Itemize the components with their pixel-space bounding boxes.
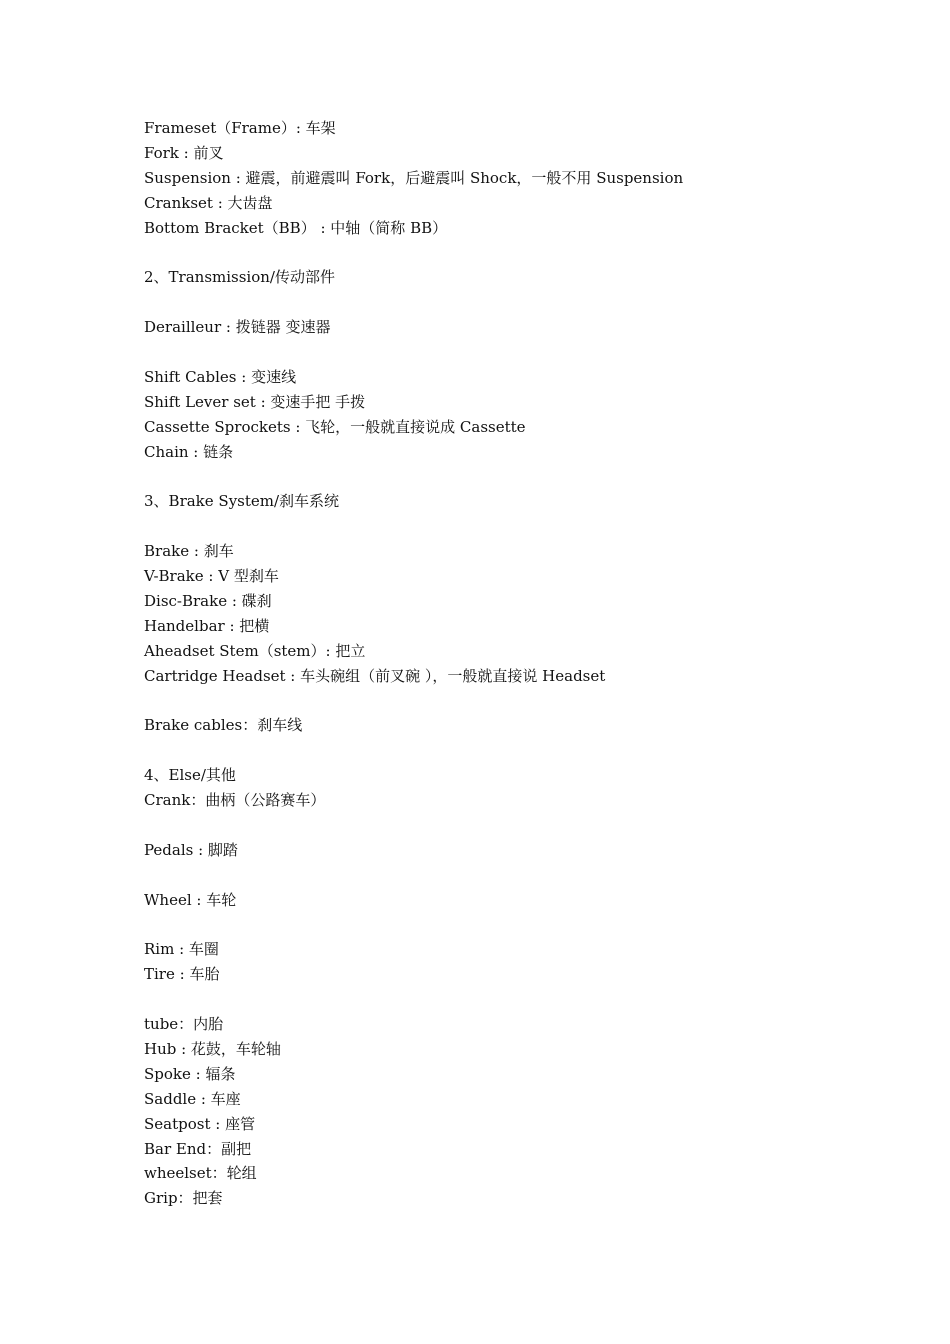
- term-wheel: Wheel : 车轮: [144, 890, 237, 909]
- term-wheelset: wheelset：轮组: [144, 1164, 257, 1183]
- term-disc-brake: Disc-Brake : 碟刹: [144, 591, 272, 610]
- spacer: [144, 290, 904, 315]
- term-bar-end: Bar End：副把: [144, 1139, 252, 1158]
- term-handlebar: Handelbar : 把横: [144, 616, 270, 635]
- term-cartridge-headset: Cartridge Headset : 车头碗组（前叉碗 ），一般就直接说 Headset: [144, 666, 606, 685]
- term-spoke: Spoke : 辐条: [144, 1064, 236, 1083]
- term-grip: Grip：把套: [144, 1189, 223, 1208]
- section-heading-transmission: 2、Transmission/传动部件: [144, 268, 335, 287]
- spacer: [144, 738, 904, 763]
- term-brake: Brake : 刹车: [144, 542, 234, 561]
- document-page: [144, 116, 904, 1211]
- term-rim: Rim : 车圈: [144, 940, 219, 959]
- term-brake-cables: Brake cables：刹车线: [144, 716, 303, 735]
- term-pedals: Pedals : 脚踏: [144, 840, 238, 859]
- spacer: [144, 688, 904, 713]
- spacer: [144, 987, 904, 1012]
- term-seatpost: Seatpost : 座管: [144, 1114, 256, 1133]
- spacer: [144, 240, 904, 265]
- term-fork: Fork : 前叉: [144, 143, 224, 162]
- term-v-brake: V-Brake : V 型刹车: [144, 567, 279, 586]
- spacer: [144, 813, 904, 838]
- term-derailleur: Derailleur : 拨链器 变速器: [144, 318, 331, 337]
- term-chain: Chain : 链条: [144, 442, 234, 461]
- section-heading-brake-system: 3、Brake System/刹车系统: [144, 492, 340, 511]
- term-cassette-sprockets: Cassette Sprockets : 飞轮，一般就直接说成 Cassette: [144, 417, 526, 436]
- spacer: [144, 913, 904, 938]
- term-aheadset-stem: Aheadset Stem（stem）: 把立: [144, 641, 366, 660]
- section-heading-else: 4、Else/其他: [144, 766, 236, 785]
- term-saddle: Saddle : 车座: [144, 1089, 241, 1108]
- spacer: [144, 464, 904, 489]
- term-frameset: Frameset（Frame）: 车架: [144, 119, 336, 137]
- term-shift-cables: Shift Cables : 变速线: [144, 367, 297, 386]
- spacer: [144, 514, 904, 539]
- term-suspension: Suspension : 避震，前避震叫 Fork，后避震叫 Shock，一般不用 Suspension: [144, 168, 684, 187]
- spacer: [144, 863, 904, 888]
- term-tube: tube：内胎: [144, 1015, 224, 1034]
- term-crankset: Crankset : 大齿盘: [144, 193, 273, 212]
- term-crank: Crank：曲柄（公路赛车）: [144, 791, 326, 810]
- term-bottom-bracket: Bottom Bracket（BB） : 中轴（简称 BB）: [144, 218, 448, 237]
- spacer: [144, 340, 904, 365]
- term-shift-lever-set: Shift Lever set : 变速手把 手拨: [144, 392, 366, 411]
- term-hub: Hub : 花鼓，车轮轴: [144, 1039, 281, 1058]
- term-tire: Tire : 车胎: [144, 965, 220, 984]
